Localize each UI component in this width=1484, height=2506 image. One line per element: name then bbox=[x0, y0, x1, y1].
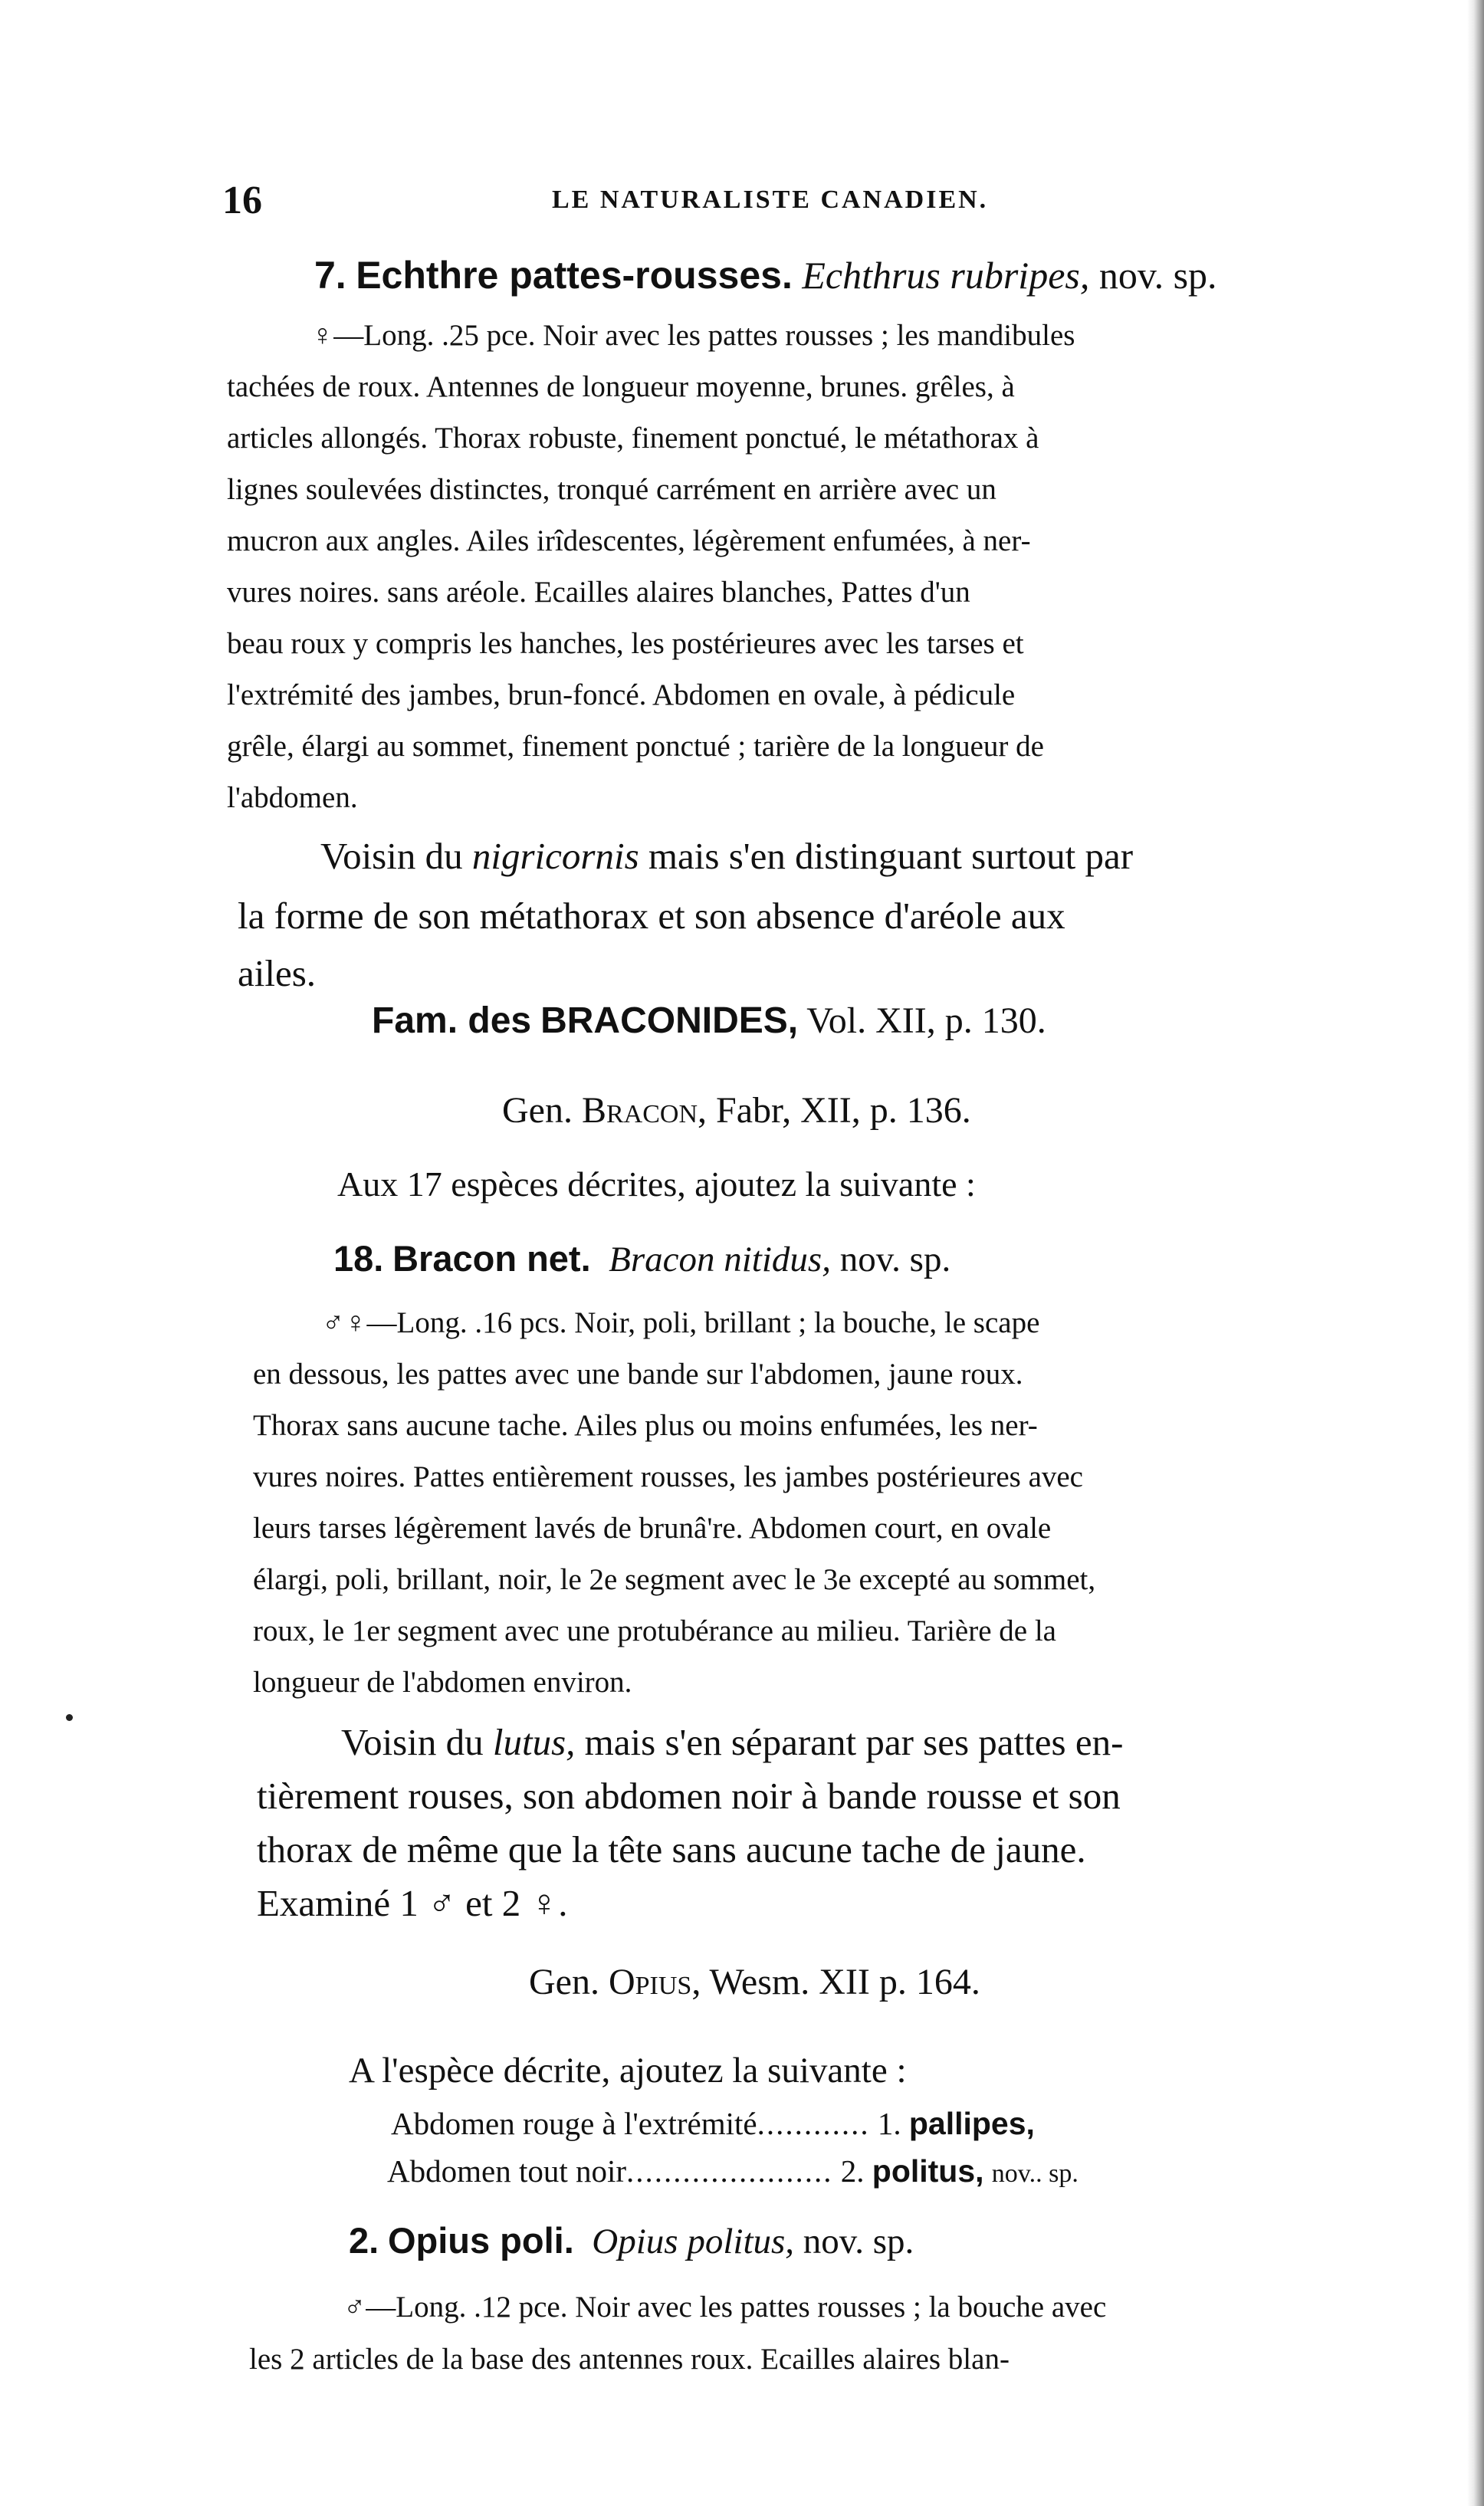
genus-name: Bracon, bbox=[581, 1090, 708, 1131]
description-line: lignes soulevées distinctes, tronqué carrément en arrière avec un bbox=[227, 473, 996, 506]
remark-line: tièrement rouses, son abdomen noir à bande rousse et son bbox=[257, 1775, 1121, 1817]
species-status: nov. sp. bbox=[1098, 254, 1217, 297]
key-entry bbox=[391, 2108, 1035, 2140]
description-line: grêle, élargi au sommet, finement ponctué ; tarière de la longueur de bbox=[227, 730, 1044, 763]
description-line: beau roux y compris les hanches, les postérieures avec les tarses et bbox=[227, 627, 1024, 660]
key-number: 2. bbox=[840, 2153, 865, 2189]
genus-reference: Fabr, XII, p. 136. bbox=[716, 1090, 971, 1131]
description-line: vures noires. Pattes entièrement rousses, les jambes postérieures avec bbox=[253, 1460, 1083, 1493]
ink-speck bbox=[66, 1714, 73, 1721]
description-line: roux, le 1er segment avec une protubérance au milieu. Tarière de la bbox=[253, 1614, 1056, 1647]
description-line: longueur de l'abdomen environ. bbox=[253, 1666, 632, 1699]
key-number: 1. bbox=[877, 2106, 901, 2141]
key-text: Abdomen tout noir bbox=[387, 2153, 627, 2189]
key-species-name: politus, bbox=[872, 2153, 984, 2189]
running-head bbox=[222, 178, 1418, 224]
description-line: Thorax sans aucune tache. Ailes plus ou moins enfumées, les ner- bbox=[253, 1409, 1038, 1442]
remark-line: ailes. bbox=[238, 952, 317, 994]
species-common-name: Opius poli. bbox=[387, 2220, 574, 2261]
key-extra: nov.. sp. bbox=[991, 2159, 1079, 2188]
species-heading bbox=[333, 1237, 950, 1280]
key-entry bbox=[387, 2153, 1079, 2189]
description-line: mucron aux angles. Ailes irîdescentes, légèrement enfumées, à ner- bbox=[227, 524, 1031, 557]
journal-title: LE NATURALISTE CANADIEN. bbox=[552, 186, 989, 214]
description-line: en dessous, les pattes avec une bande sur l'abdomen, jaune roux. bbox=[253, 1358, 1023, 1391]
species-latin-name: Opius politus, bbox=[592, 2222, 795, 2261]
key-species-name: pallipes, bbox=[908, 2106, 1035, 2141]
species-common-name: Bracon net. bbox=[392, 1238, 591, 1279]
description-line: articles allongés. Thorax robuste, finement ponctué, le métathorax à bbox=[227, 422, 1039, 455]
species-number: 7. bbox=[314, 254, 346, 297]
genus-heading: Gen. Opius, Wesm. XII p. 164. bbox=[529, 1962, 980, 2002]
species-heading bbox=[314, 253, 1217, 297]
family-heading: Fam. des BRACONIDES, Vol. XII, p. 130. bbox=[372, 1000, 1046, 1041]
genus-heading: Gen. Bracon, Fabr, XII, p. 136. bbox=[502, 1090, 971, 1131]
description-line: ♂♀—Long. .16 pcs. Noir, poli, brillant ; la bouche, le scape bbox=[322, 1306, 1040, 1339]
remark-line: thorax de même que la tête sans aucune tache de jaune. bbox=[257, 1828, 1086, 1870]
page-edge-shadow bbox=[1467, 0, 1484, 2506]
key-leader: ............ bbox=[757, 2106, 870, 2141]
remark-line: la forme de son métathorax et son absence d'aréole aux bbox=[238, 895, 1065, 937]
description-line: l'extrémité des jambes, brun-foncé. Abdomen en ovale, à pédicule bbox=[227, 678, 1016, 711]
species-number: 18. bbox=[333, 1238, 384, 1279]
compared-species: nigricornis bbox=[471, 835, 639, 877]
intro-line: A l'espèce décrite, ajoutez la suivante : bbox=[349, 2051, 907, 2091]
page-number: 16 bbox=[222, 179, 262, 222]
species-latin-name: Echthrus rubripes, bbox=[802, 254, 1090, 297]
species-status: nov. sp. bbox=[803, 2222, 914, 2261]
description-line: vures noires. sans aréole. Ecailles alaires blanches, Pattes d'un bbox=[227, 576, 970, 609]
intro-line: Aux 17 espèces décrites, ajoutez la suivante : bbox=[337, 1164, 976, 1204]
description-line: ♀—Long. .25 pce. Noir avec les pattes rousses ; les mandibules bbox=[311, 319, 1075, 352]
species-common-name: Echthre pattes-rousses. bbox=[356, 254, 793, 297]
description-line: élargi, poli, brillant, noir, le 2e segment avec le 3e excepté au sommet, bbox=[253, 1563, 1096, 1596]
remark-line: Voisin du lutus, mais s'en séparant par ses pattes en- bbox=[341, 1721, 1124, 1763]
family-name: BRACONIDES, bbox=[540, 1000, 799, 1041]
species-heading bbox=[349, 2219, 914, 2262]
remark-line: Examiné 1 ♂ et 2 ♀. bbox=[257, 1882, 568, 1924]
key-leader: ...................... bbox=[626, 2153, 833, 2189]
description-line: l'abdomen. bbox=[227, 781, 358, 814]
compared-species: lutus, bbox=[492, 1721, 576, 1763]
description-line: les 2 articles de la base des antennes roux. Ecailles alaires blan- bbox=[249, 2343, 1010, 2376]
species-status: nov. sp. bbox=[839, 1240, 951, 1279]
description-line: ♂—Long. .12 pce. Noir avec les pattes rousses ; la bouche avec bbox=[343, 2291, 1107, 2324]
genus-reference: Wesm. XII p. 164. bbox=[709, 1962, 980, 2002]
description-line: tachées de roux. Antennes de longueur moyenne, brunes. grêles, à bbox=[227, 370, 1015, 403]
species-latin-name: Bracon nitidus, bbox=[609, 1240, 831, 1279]
genus-name: Opius, bbox=[608, 1962, 701, 2002]
description-line: leurs tarses légèrement lavés de brunâ're. Abdomen court, en ovale bbox=[253, 1512, 1052, 1545]
species-number: 2. bbox=[349, 2220, 379, 2261]
family-reference: Vol. XII, p. 130. bbox=[806, 1000, 1046, 1041]
key-text: Abdomen rouge à l'extrémité bbox=[391, 2106, 757, 2141]
remark-line: Voisin du nigricornis mais s'en distinguant surtout par bbox=[320, 835, 1134, 877]
